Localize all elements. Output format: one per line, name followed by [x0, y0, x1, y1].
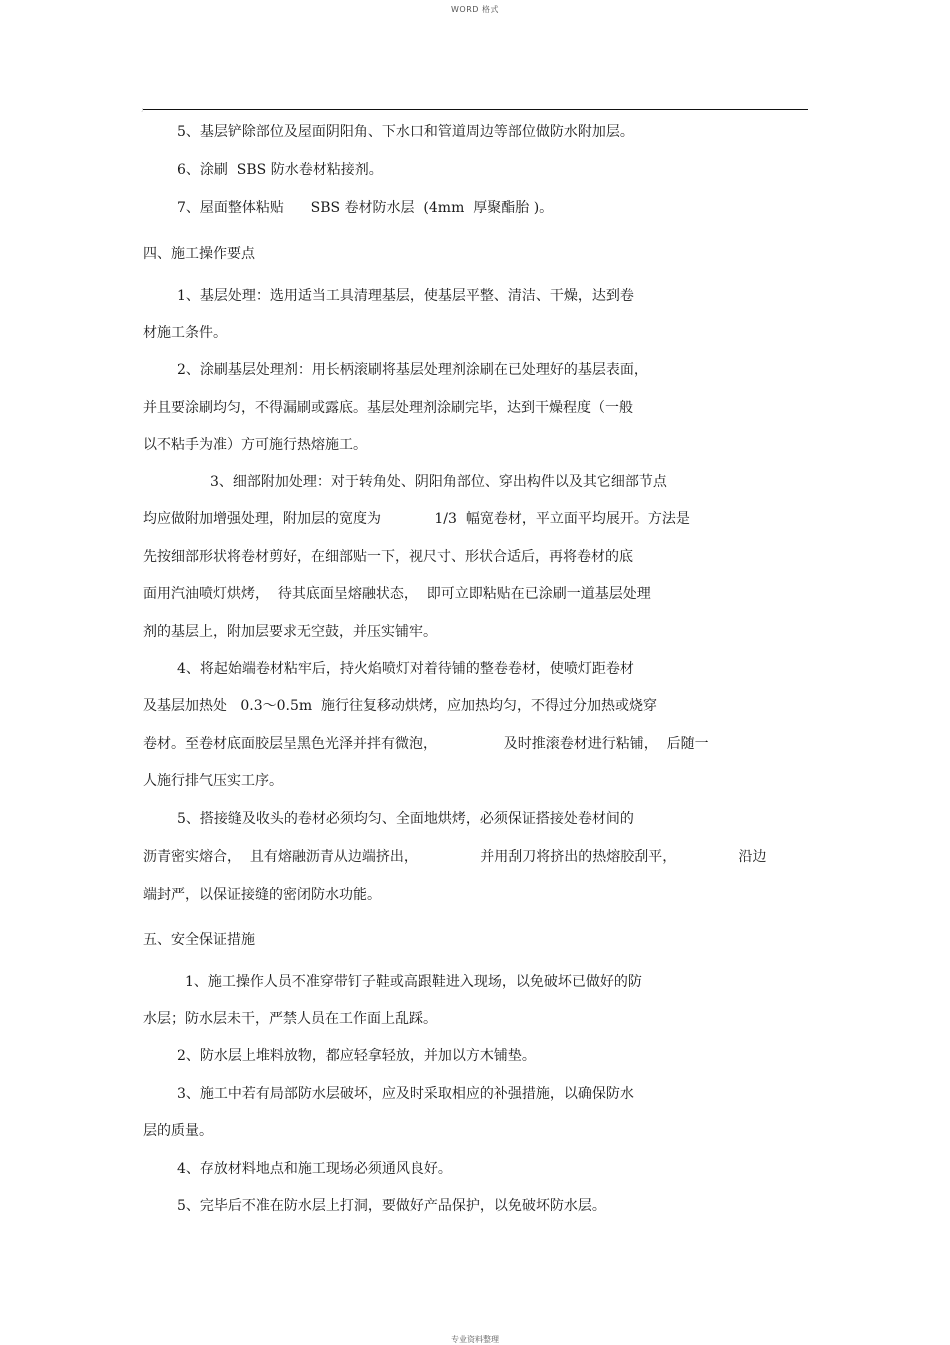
section-4-text-line: 4、将起始端卷材粘牢后，持火焰喷灯对着待铺的整卷卷材，使喷灯距卷材 [177, 661, 634, 677]
step-6: 6、涂刷 SBS 防水卷材粘接剂。 [177, 162, 383, 178]
step-7: 7、屋面整体粘贴 SBS 卷材防水层 (4mm 厚聚酯胎 )。 [177, 200, 554, 216]
header-mark: 」 [141, 107, 147, 113]
section-4-text-line: 人施行排气压实工序。 [143, 773, 283, 789]
section-4-text-line: 材施工条件。 [143, 325, 227, 341]
section-4-text-line: 面用汽油喷灯烘烤， 待其底面呈熔融状态， 即可立即粘贴在已涂刷一道基层处理 [143, 586, 651, 602]
section-4-text-line: 先按细部形状将卷材剪好，在细部贴一下，视尺寸、形状合适后，再将卷材的底 [143, 549, 633, 565]
page-header: WORD 格式 [451, 5, 499, 14]
section-5-text-line: 4、存放材料地点和施工现场必须通风良好。 [177, 1161, 452, 1177]
section-4-text-line: 3、细部附加处理：对于转角处、阴阳角部位、穿出构件以及其它细部节点 [210, 474, 667, 490]
section-5-text-line: 3、施工中若有局部防水层破坏，应及时采取相应的补强措施，以确保防水 [177, 1086, 634, 1102]
section-5-text-line: 水层；防水层未干，严禁人员在工作面上乱踩。 [143, 1011, 437, 1027]
section-4-text-line: 5、搭接缝及收头的卷材必须均匀、全面地烘烤，必须保证搭接处卷材间的 [177, 811, 634, 827]
section-5-text-line: 层的质量。 [143, 1123, 213, 1139]
header-rule [143, 109, 808, 110]
section-4-heading: 四、施工操作要点 [143, 246, 255, 262]
section-4-text-line: 卷材。至卷材底面胶层呈黑色光泽并拌有微泡， 及时推滚卷材进行粘铺， 后随一 [143, 736, 709, 752]
section-5-text-line: 1、施工操作人员不准穿带钉子鞋或高跟鞋进入现场，以免破坏已做好的防 [185, 974, 642, 990]
step-5: 5、基层铲除部位及屋面阴阳角、下水口和管道周边等部位做防水附加层。 [177, 124, 634, 140]
section-4-text-line: 2、涂刷基层处理剂：用长柄滚刷将基层处理剂涂刷在已处理好的基层表面， [177, 362, 648, 378]
section-4-text-line: 端封严，以保证接缝的密闭防水功能。 [143, 887, 381, 903]
section-4-text-line: 以不粘手为准）方可施行热熔施工。 [143, 437, 367, 453]
section-4-text-line: 并且要涂刷均匀，不得漏刷或露底。基层处理剂涂刷完毕，达到干燥程度（一般 [143, 400, 633, 416]
section-4-text-line: 剂的基层上，附加层要求无空鼓，并压实铺牢。 [143, 624, 437, 640]
section-5-text-line: 2、防水层上堆料放物，都应轻拿轻放，并加以方木铺垫。 [177, 1048, 536, 1064]
section-4-text-line: 及基层加热处 0.3～0.5m 施行往复移动烘烤，应加热均匀，不得过分加热或烧穿 [143, 698, 658, 714]
section-4-text-line: 均应做附加增强处理，附加层的宽度为 1/3 幅宽卷材，平立面平均展开。方法是 [143, 511, 690, 527]
section-5-heading: 五、安全保证措施 [143, 932, 255, 948]
page-footer: 专业资料整理 [451, 1335, 499, 1344]
section-5-text-line: 5、完毕后不准在防水层上打洞，要做好产品保护，以免破坏防水层。 [177, 1198, 606, 1214]
section-4-text-line: 沥青密实熔合， 且有熔融沥青从边端挤出， 并用刮刀将挤出的热熔胶刮平， 沿边 [143, 849, 767, 865]
section-4-text-line: 1、基层处理：选用适当工具清理基层，使基层平整、清洁、干燥，达到卷 [177, 288, 634, 304]
